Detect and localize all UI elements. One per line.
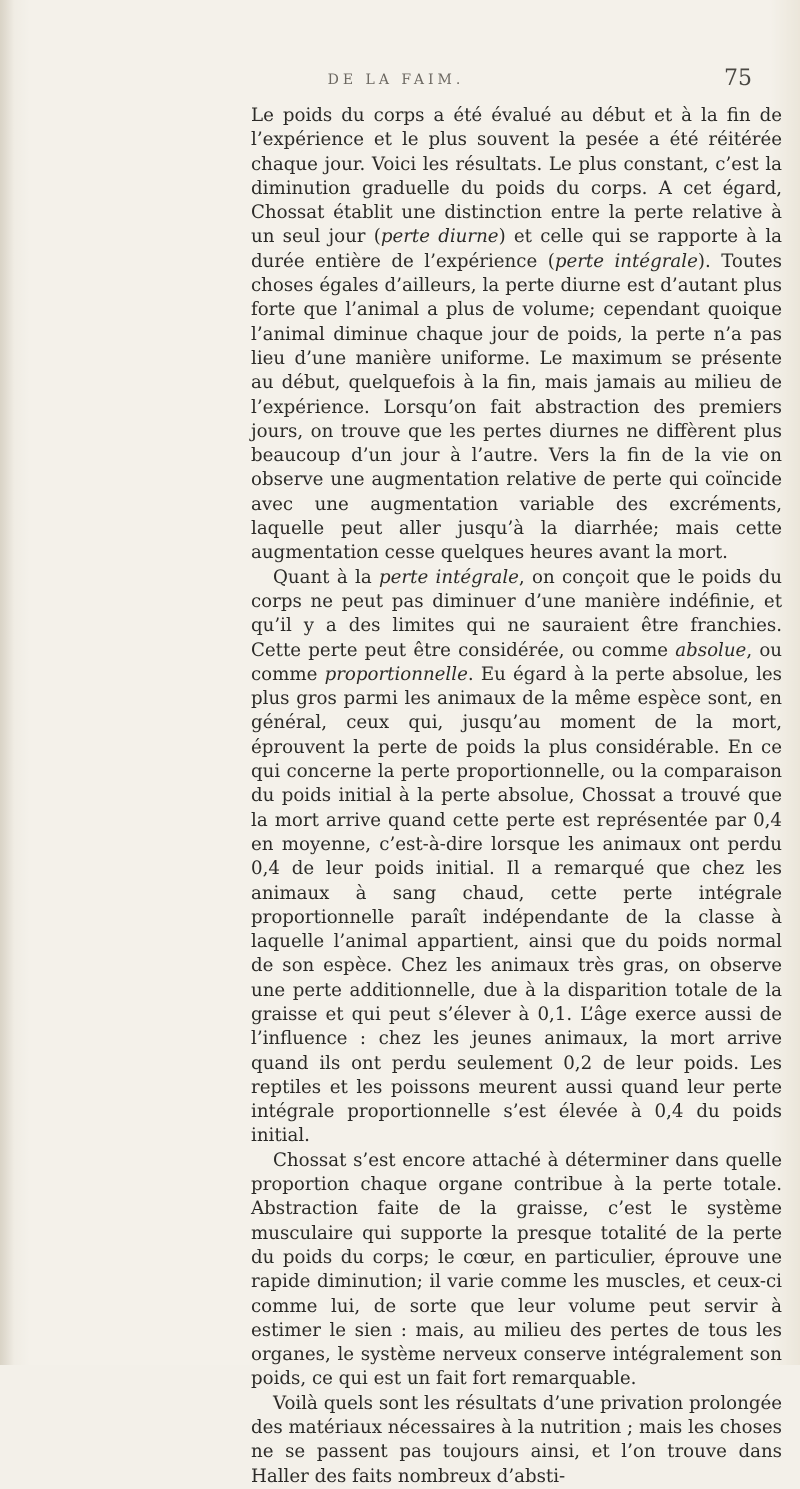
- running-head: DE LA FAIM.: [327, 72, 465, 88]
- text-run: Le poids du corps a été évalué au début et à la fin de l’expérience et le plus souvent la pesée a été réitérée chaque jour. Voici les résultats. Le plus constant, c’est la diminution graduelle du poids du corps. A cet égard, Chossat établit une distinction entre la perte relative à un seul jour (: [251, 105, 782, 248]
- text-run: Chossat s’est encore attaché à déterminer dans quelle proportion chaque organe contribue à la perte totale. Abstraction faite de la graisse, c’est le système musculaire qui supporte la presque totalité de la perte du poids du corps; le cœur, en particulier, éprouve une rapide diminution; il varie comme les muscles, et ceux-ci comme lui, de sorte que leur volume peut servir à estimer le sien : mais, au milieu des pertes de tous les organes, le système nerveux conserve intégralement son poids, ce qui est un fait fort remarquable.: [251, 1149, 782, 1390]
- paragraph-1: [251, 104, 782, 566]
- italic-term: perte diurne: [380, 226, 499, 248]
- body-text: [251, 104, 782, 1489]
- paragraph-4: [251, 1392, 782, 1489]
- italic-term: perte intégrale: [379, 566, 519, 588]
- paragraph-2: [251, 566, 782, 1149]
- text-run: ). Toutes choses égales d’ailleurs, la perte diurne est d’autant plus forte que l’animal a plus de volume; cependant quoique l’animal diminue chaque jour de poids, la perte n’a pas lieu d’une manière uniforme. Le maximum se présente au début, quelquefois à la fin, mais jamais au milieu de l’expérience. Lorsqu’on fait abstraction des premiers jours, on trouve que les pertes diurnes ne diffèrent plus beaucoup d’un jour à l’autre. Vers la fin de la vie on observe une augmentation relative de perte qui coïncide avec une augmentation variable des excréments, laquelle peut aller jusqu’à la diarrhée; mais cette augmentation cesse quelques heures avant la mort.: [251, 250, 782, 564]
- page-binding-shadow: [0, 0, 14, 1365]
- italic-term: absolue: [675, 639, 747, 661]
- page-number: 75: [724, 66, 752, 91]
- text-run: , on conçoit que le poids du corps ne peut pas diminuer d’une manière indéfinie, et qu’il y a des limites qui ne sauraient être franchies. Cette perte peut être considérée, ou comme: [251, 566, 782, 661]
- italic-term: proportionnelle: [324, 663, 468, 685]
- italic-term: perte intégrale: [554, 250, 698, 272]
- text-run: Quant à la: [273, 566, 380, 588]
- text-run: . Eu égard à la perte absolue, les plus gros parmi les animaux de la même espèce sont, en général, ceux qui, jusqu’au moment de la mort, éprouvent la perte de poids la plus considérable. En ce qui concerne la perte proportionnelle, ou la comparaison du poids initial à la perte absolue, Chossat a trouvé que la mort arrive quand cette perte est représentée par 0,4 en moyenne, c’est-à-dire lorsque les animaux ont perdu 0,4 de leur poids initial. Il a remarqué que chez les animaux à sang chaud, cette perte intégrale proportionnelle paraît indépendante de la classe à laquelle l’animal appartient, ainsi que du poids normal de son espèce. Chez les animaux très gras, on observe une perte additionnelle, due à la disparition totale de la graisse et qui peut s’élever à 0,1. L’âge exerce aussi de l’influence : chez les jeunes animaux, la mort arrive quand ils ont perdu seulement 0,2 de leur poids. Les reptiles et les poissons meurent aussi quand leur perte intégrale proportionnelle s’est élevée à 0,4 du poids initial.: [251, 663, 782, 1147]
- text-run: , ou comme: [251, 639, 782, 685]
- text-run: Voilà quels sont les résultats d’une privation prolongée des matériaux nécessaires à la nutrition ; mais les choses ne se passent pas toujours ainsi, et l’on trouve dans Haller des faits nombreux d’absti-: [251, 1392, 782, 1487]
- text-run: ) et celle qui se rapporte à la durée entière de l’expérience (: [251, 226, 782, 272]
- paragraph-3: [251, 1149, 782, 1392]
